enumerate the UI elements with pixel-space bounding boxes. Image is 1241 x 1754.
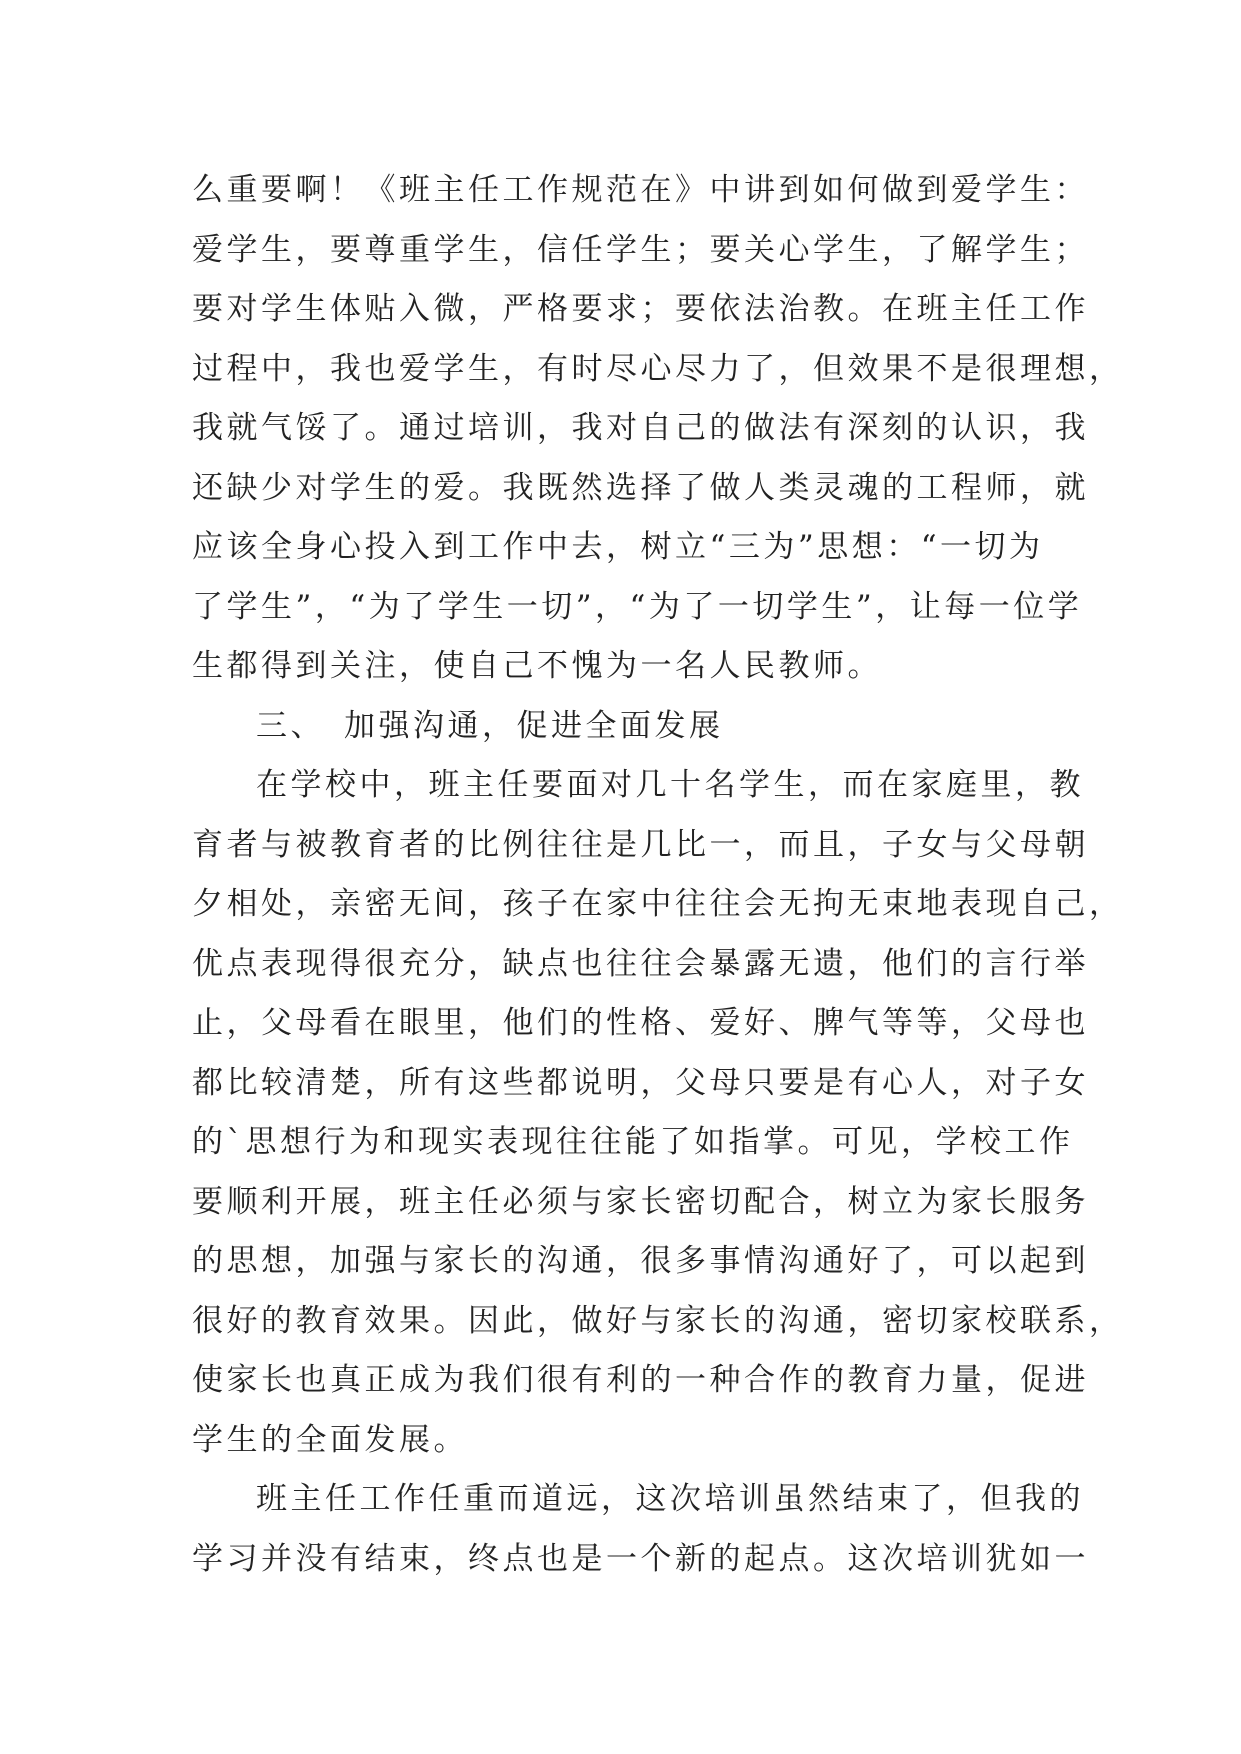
- text-line: 学生的全面发展。: [192, 1421, 468, 1458]
- text-line: 很好的教育效果。因此，做好与家长的沟通，密切家校联系，: [192, 1302, 1124, 1339]
- section-heading: 三、 加强沟通，促进全面发展: [256, 707, 724, 744]
- text-line: 育者与被教育者的比例往往是几比一，而且，子女与父母朝: [192, 826, 1089, 863]
- text-line: 应该全身心投入到工作中去，树立“三为”思想：“一切为: [192, 529, 1044, 565]
- text-line: 爱学生，要尊重学生，信任学生；要关心学生，了解学生；: [192, 231, 1089, 268]
- text-line: 的`思想行为和现实表现往往能了如指掌。可见，学校工作: [192, 1124, 1074, 1160]
- text-line: 么重要啊！《班主任工作规范在》中讲到如何做到爱学生：: [192, 172, 1089, 208]
- text-line: 都比较清楚，所有这些都说明，父母只要是有心人，对子女: [192, 1064, 1089, 1101]
- document-body: [192, 161, 1124, 1589]
- text-line: 还缺少对学生的爱。我既然选择了做人类灵魂的工程师，就: [192, 469, 1089, 506]
- text-line: 要对学生体贴入微，严格要求；要依法治教。在班主任工作: [192, 291, 1089, 327]
- text-line: 生都得到关注，使自己不愧为一名人民教师。: [192, 648, 882, 684]
- text-line: 优点表现得很充分，缺点也往往会暴露无遗，他们的言行举: [192, 945, 1089, 982]
- text-line: 夕相处，亲密无间，孩子在家中往往会无拘无束地表现自己，: [192, 886, 1124, 922]
- paragraph-first-line: 班主任工作任重而道远，这次培训虽然结束了，但我的: [256, 1481, 1084, 1517]
- text-line: 我就气馁了。通过培训，我对自己的做法有深刻的认识，我: [192, 410, 1089, 446]
- text-line: 使家长也真正成为我们很有利的一种合作的教育力量，促进: [192, 1362, 1089, 1398]
- text-line: 过程中，我也爱学生，有时尽心尽力了，但效果不是很理想，: [192, 350, 1124, 387]
- text-line: 止，父母看在眼里，他们的性格、爱好、脾气等等，父母也: [192, 1005, 1089, 1041]
- text-line: 要顺利开展，班主任必须与家长密切配合，树立为家长服务: [192, 1183, 1089, 1220]
- paragraph-first-line: 在学校中，班主任要面对几十名学生，而在家庭里，教: [256, 767, 1084, 803]
- text-line: 了学生”，“为了学生一切”，“为了一切学生”，让每一位学: [192, 588, 1083, 625]
- text-line: 的思想，加强与家长的沟通，很多事情沟通好了，可以起到: [192, 1243, 1089, 1279]
- text-line: 学习并没有结束，终点也是一个新的起点。这次培训犹如一: [192, 1540, 1089, 1577]
